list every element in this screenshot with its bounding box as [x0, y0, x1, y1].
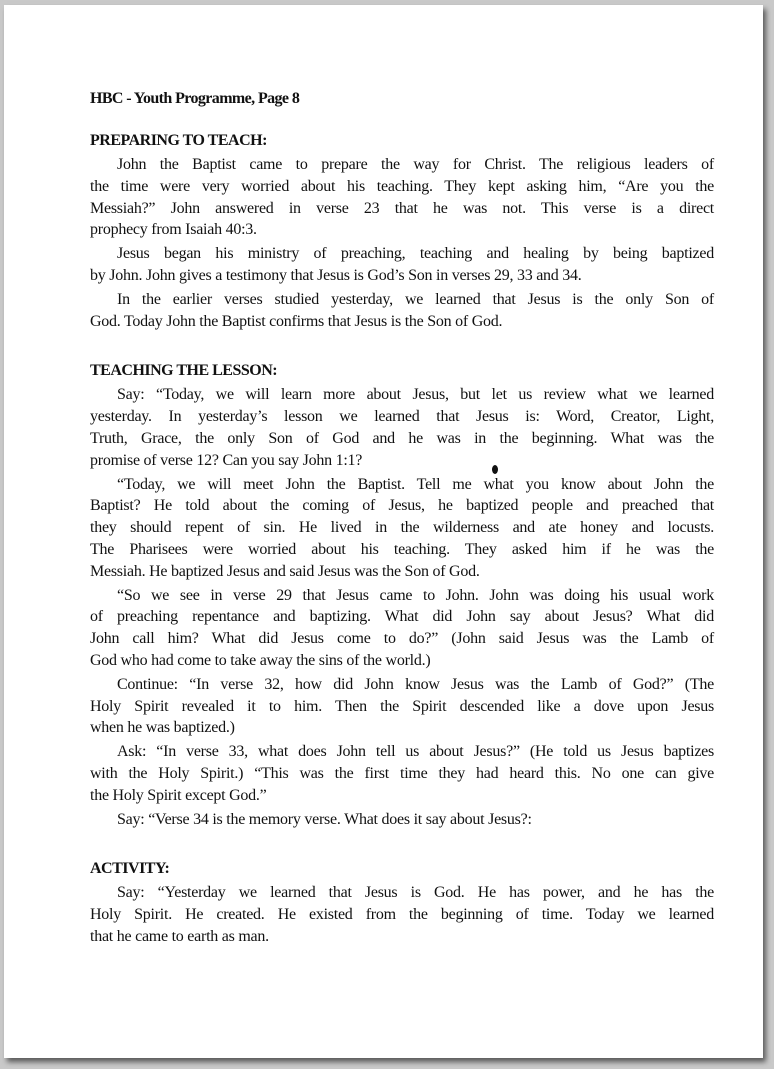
text-line: God who had come to take away the sins of the world.) [90, 651, 431, 669]
text-line: John call him? What did Jesus come to do?” (John said Jesus was the Lamb of [90, 630, 714, 648]
text-line: Ask: “In verse 33, what does John tell us about Jesus?” (He told us Jesus baptizes [117, 743, 714, 761]
section-heading: PREPARING TO TEACH: [90, 132, 267, 149]
text-line: Say: “Verse 34 is the memory verse. What does it say about Jesus?: [117, 810, 532, 828]
text-line: yesterday. In yesterday’s lesson we learned that Jesus is: Word, Creator, Light, [90, 408, 714, 426]
text-line: The Pharisees were worried about his teaching. They asked him if he was the [90, 540, 714, 558]
paragraph [90, 289, 714, 333]
paragraph [90, 243, 714, 287]
section [90, 130, 714, 332]
paragraph [90, 674, 714, 739]
section-heading: TEACHING THE LESSON: [90, 362, 278, 380]
text-line: John the Baptist came to prepare the way for Christ. The religious leaders of [117, 156, 714, 173]
section [90, 360, 714, 830]
text-line: Say: “Yesterday we learned that Jesus is God. He has power, and he has the [117, 884, 714, 902]
paragraph [90, 384, 714, 471]
text-line: with the Holy Spirit.) “This was the first time they had heard this. No one can give [90, 764, 714, 782]
paragraph [90, 585, 714, 672]
document-page [4, 5, 763, 1058]
paragraph [90, 474, 714, 583]
page-content [90, 88, 714, 948]
page-header: HBC - Youth Programme, Page 8 [90, 90, 300, 107]
text-line: Truth, Grace, the only Son of God and he was in the beginning. What was the [90, 429, 714, 447]
text-line: they should repent of sin. He lived in the wilderness and ate honey and locusts. [90, 519, 714, 537]
text-line: the Holy Spirit except God.” [90, 786, 267, 804]
text-line: Baptist? He told about the coming of Jesus, he baptized people and preached that [90, 497, 714, 515]
text-line: Say: “Today, we will learn more about Jesus, but let us review what we learned [117, 386, 714, 404]
text-line: Messiah?” John answered in verse 23 that he was not. This verse is a direct [90, 199, 714, 217]
text-line: God. Today John the Baptist confirms that Jesus is the Son of God. [90, 312, 503, 330]
text-line: “So we see in verse 29 that Jesus came to John. John was doing his usual work [117, 586, 714, 604]
text-line: Holy Spirit revealed it to him. Then the Spirit descended like a dove upon Jesus [90, 697, 714, 715]
text-line: that he came to earth as man. [90, 927, 269, 945]
paragraph [90, 882, 714, 947]
text-line: the time were very worried about his teaching. They kept asking him, “Are you the [90, 177, 714, 195]
section [90, 858, 714, 947]
text-line: promise of verse 12? Can you say John 1:1? [90, 451, 363, 469]
paragraph [90, 809, 714, 831]
text-line: Jesus began his ministry of preaching, teaching and healing by being baptized [117, 245, 714, 263]
text-line: Holy Spirit. He created. He existed from the beginning of time. Today we learned [90, 906, 714, 924]
text-line: prophecy from Isaiah 40:3. [90, 221, 257, 239]
text-line: In the earlier verses studied yesterday, we learned that Jesus is the only Son of [117, 290, 714, 308]
paragraph [90, 741, 714, 806]
text-line: Continue: “In verse 32, how did John know Jesus was the Lamb of God?” (The [117, 675, 714, 693]
section-heading: ACTIVITY: [90, 860, 170, 878]
paragraph [90, 154, 714, 241]
text-line: “Today, we will meet John the Baptist. Tell me what you know about John the [117, 475, 714, 493]
text-line: Messiah. He baptized Jesus and said Jesus was the Son of God. [90, 562, 480, 580]
text-line: by John. John gives a testimony that Jesus is God’s Son in verses 29, 33 and 34. [90, 266, 582, 284]
text-line: of preaching repentance and baptizing. What did John say about Jesus? What did [90, 608, 714, 626]
text-line: when he was baptized.) [90, 719, 235, 737]
